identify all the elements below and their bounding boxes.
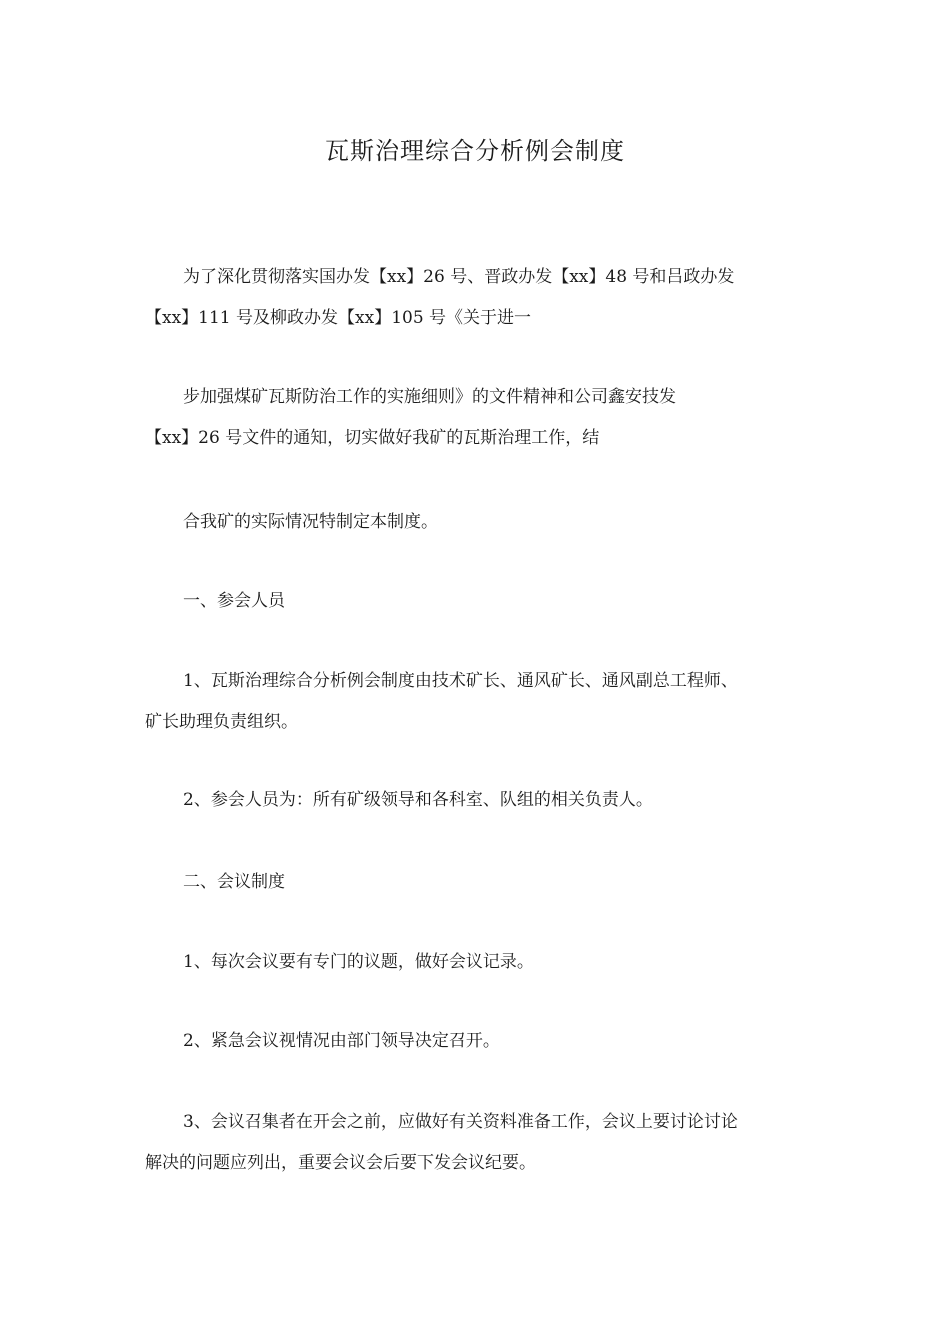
paragraph-attendees-2 — [145, 780, 813, 821]
paragraph-intro-1 — [145, 257, 813, 339]
paragraph-meeting-2 — [145, 1021, 813, 1062]
paragraph-intro-2 — [145, 377, 813, 459]
paragraph-line: 3、会议召集者在开会之前，应做好有关资料准备工作，会议上要讨论讨论 — [183, 1112, 738, 1132]
section-heading-text: 一、参会人员 — [183, 591, 285, 611]
paragraph-line: 1、每次会议要有专门的议题，做好会议记录。 — [183, 952, 534, 972]
paragraph-line: 解决的问题应列出，重要会议会后要下发会议纪要。 — [145, 1153, 536, 1173]
paragraph-attendees-1 — [145, 661, 813, 743]
section-heading-attendees — [145, 581, 813, 622]
paragraph-line: 【xx】111 号及柳政办发【xx】105 号《关于进一 — [145, 308, 532, 328]
section-heading-text: 二、会议制度 — [183, 872, 285, 892]
paragraph-meeting-3 — [145, 1102, 813, 1184]
document-title: 瓦斯治理综合分析例会制度 — [325, 137, 625, 165]
paragraph-intro-3 — [145, 502, 813, 543]
paragraph-line: 2、参会人员为：所有矿级领导和各科室、队组的相关负责人。 — [183, 790, 653, 810]
paragraph-line: 1、瓦斯治理综合分析例会制度由技术矿长、通风矿长、通风副总工程师、 — [183, 671, 738, 691]
paragraph-meeting-1 — [145, 942, 813, 983]
paragraph-line: 为了深化贯彻落实国办发【xx】26 号、晋政办发【xx】48 号和吕政办发 — [183, 267, 735, 287]
paragraph-line: 矿长助理负责组织。 — [145, 712, 298, 732]
paragraph-line: 步加强煤矿瓦斯防治工作的实施细则》的文件精神和公司鑫安技发 — [183, 387, 676, 407]
section-heading-meeting — [145, 862, 813, 903]
paragraph-line: 【xx】26 号文件的通知，切实做好我矿的瓦斯治理工作，结 — [145, 428, 600, 448]
paragraph-line: 合我矿的实际情况特制定本制度。 — [183, 512, 438, 532]
paragraph-line: 2、紧急会议视情况由部门领导决定召开。 — [183, 1031, 500, 1051]
